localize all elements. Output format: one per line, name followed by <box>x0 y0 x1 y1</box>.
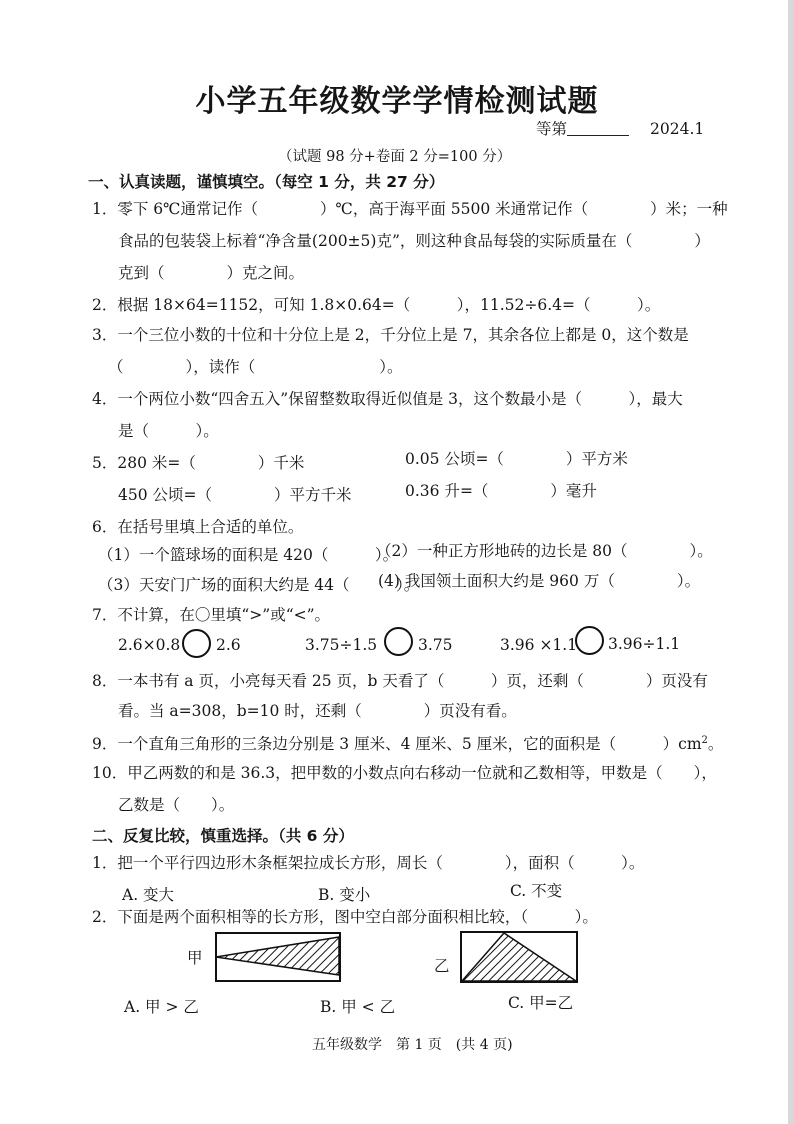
q1-line2: 食品的包装袋上标着“净含量(200±5)克”，则这种食品每袋的实际质量在（ ） <box>118 232 710 250</box>
scan-edge <box>788 0 794 1124</box>
q7-b-right: 3.75 <box>418 636 453 654</box>
section1-heading: 一、认真读题，谨慎填空。（每空 1 分，共 27 分） <box>88 173 445 191</box>
s2-q2-line: 2．下面是两个面积相等的长方形，图中空白部分面积相比较，（ ）。 <box>92 908 598 926</box>
q9-text: 9．一个直角三角形的三条边分别是 3 厘米、4 厘米、5 厘米，它的面积是（ ）cm <box>92 735 702 754</box>
q5-item-d: 0.36 升=（ ）毫升 <box>405 482 597 500</box>
q5-item-b: 0.05 公顷=（ ）平方米 <box>405 450 628 468</box>
q6-item-3: （3）天安门广场的面积大约是 44（ ）。 <box>98 576 420 594</box>
q1-line1: 1．零下 6℃通常记作（ ）℃，高于海平面 5500 米通常记作（ ）米；一种 <box>92 200 728 218</box>
grade-blank[interactable] <box>567 119 629 136</box>
label-yi: 乙 <box>434 957 450 975</box>
yi-shaded-triangle <box>462 933 576 981</box>
grade-label: 等第 <box>536 120 568 138</box>
score-note: （试题 98 分+卷面 2 分=100 分） <box>278 149 512 165</box>
q1-line3: 克到（ ）克之间。 <box>118 264 305 282</box>
figure-yi <box>456 928 582 986</box>
section2-heading: 二、反复比较，慎重选择。（共 6 分） <box>92 827 354 845</box>
figure-jia <box>210 930 346 984</box>
s2-q2-option-c[interactable]: C. 甲=乙 <box>508 994 574 1012</box>
jia-shaded-triangle <box>216 937 339 975</box>
q10-line1: 10．甲乙两数的和是 36.3，把甲数的小数点向右移动一位就和乙数相等，甲数是（ ）， <box>92 764 717 782</box>
q6-line1: 6．在括号里填上合适的单位。 <box>92 518 304 536</box>
q8-line1: 8．一本书有 a 页，小亮每天看 25 页，b 天看了（ ）页，还剩（ ）页没有 <box>92 672 708 690</box>
q7-c-right: 3.96÷1.1 <box>608 635 681 653</box>
label-jia: 甲 <box>187 949 203 967</box>
q7-a-left: 2.6×0.8 <box>118 636 181 654</box>
s2-q2-option-a[interactable]: A. 甲 > 乙 <box>124 998 199 1016</box>
q9-superscript: 2 <box>701 735 708 746</box>
q10-line2: 乙数是（ ）。 <box>118 796 235 814</box>
q3-line2: （ ），读作（ ）。 <box>108 358 403 376</box>
q7-a-circle[interactable] <box>182 629 211 658</box>
q2-line: 2．根据 18×64=1152，可知 1.8×0.64=（ ），11.52÷6.4=（ ）。 <box>92 296 661 314</box>
q8-line2: 看。当 a=308，b=10 时，还剩（ ）页没有看。 <box>118 702 517 720</box>
s2-q1-option-a[interactable]: A. 变大 <box>122 886 175 904</box>
q4-line2: 是（ ）。 <box>118 422 219 440</box>
q3-line1: 3．一个三位小数的十位和十分位上是 2，千分位上是 7，其余各位上都是 0，这个数是 <box>92 326 689 344</box>
q7-c-left: 3.96 ×1.1 <box>500 636 578 654</box>
page-footer: 五年级数学 第 1 页 (共 4 页) <box>312 1037 513 1053</box>
q5-item-a: 5．280 米=（ ）千米 <box>92 454 305 472</box>
q4-line1: 4．一个两位小数“四舍五入”保留整数取得近似值是 3，这个数最小是（ ），最大 <box>92 390 683 408</box>
q6-item-2: （2）一种正方形地砖的边长是 80（ ）。 <box>376 542 713 560</box>
grade-field <box>536 118 629 140</box>
q7-a-right: 2.6 <box>216 636 241 654</box>
s2-q1-option-c[interactable]: C. 不变 <box>510 882 563 900</box>
page-title: 小学五年级数学学情检测试题 <box>195 84 599 119</box>
q7-b-left: 3.75÷1.5 <box>305 636 378 654</box>
q7-b-circle[interactable] <box>384 627 413 656</box>
s2-q1-option-b[interactable]: B. 变小 <box>318 886 371 904</box>
q7-c-circle[interactable] <box>575 626 604 655</box>
q6-item-1: （1）一个篮球场的面积是 420（ ）。 <box>98 546 399 564</box>
q6-item-4: (4) 我国领土面积大约是 960 万（ ）。 <box>378 572 701 590</box>
s2-q2-option-b[interactable]: B. 甲 < 乙 <box>320 998 396 1016</box>
s2-q1-line: 1．把一个平行四边形木条框架拉成长方形，周长（ ），面积（ ）。 <box>92 854 645 872</box>
q7-line1: 7．不计算，在〇里填“>”或“<”。 <box>92 606 331 624</box>
q9-end: 。 <box>707 735 724 754</box>
q9-line <box>92 730 723 755</box>
exam-date: 2024.1 <box>650 120 705 138</box>
q5-item-c: 450 公顷=（ ）平方千米 <box>118 486 352 504</box>
